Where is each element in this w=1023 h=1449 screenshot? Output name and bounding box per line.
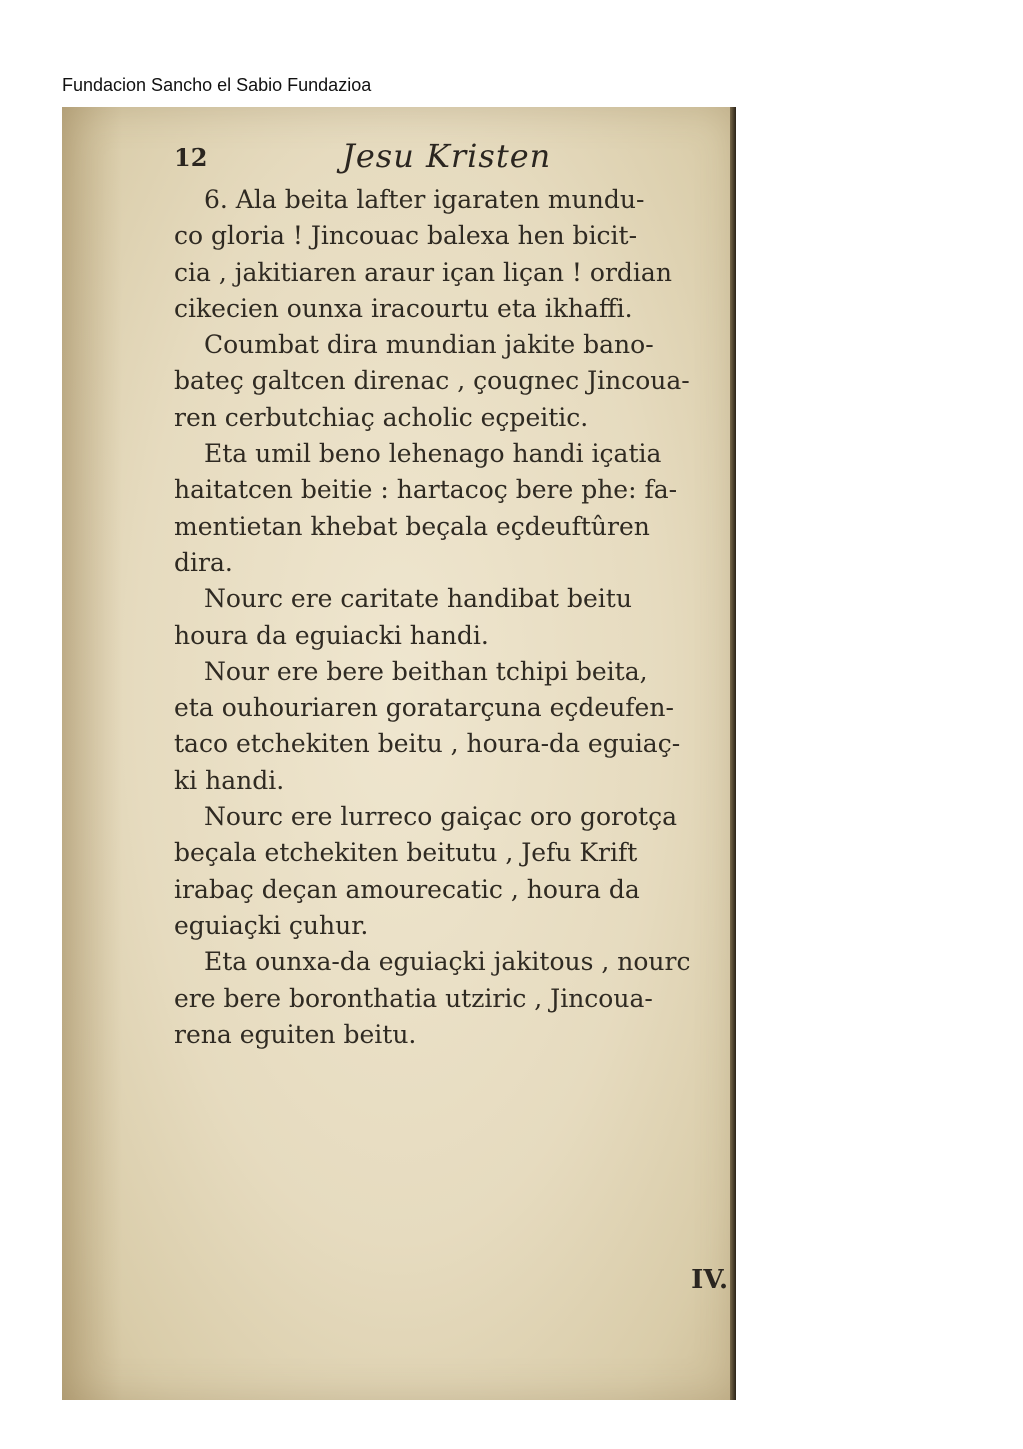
page-number: 12 [174, 143, 208, 172]
text-line: 6. Ala beita lafter igaraten mundu- [204, 185, 645, 214]
text-line: houra da eguiacki handi. [174, 620, 489, 650]
text-line: ki handi. [174, 765, 285, 795]
text-line: cikecien ounxa iracourtu eta ikhaffi. [174, 293, 633, 323]
text-line: co gloria ! Jincouac balexa hen bicit- [174, 221, 638, 251]
text-line: beçala etchekiten beitutu , Jefu Krift [174, 838, 638, 868]
text-line: Nourc ere caritate handibat beitu [204, 584, 632, 614]
scanned-page [62, 107, 736, 1400]
text-line: cia , jakitiaren araur içan liçan ! ordian [174, 257, 672, 287]
text-line: rena eguiten beitu. [174, 1019, 417, 1049]
text-line: Nour ere bere beithan tchipi beita, [204, 656, 648, 686]
text-line: Eta ounxa-da eguiaçki jakitous , nourc [204, 947, 691, 977]
text-line: taco etchekiten beitu , houra-da eguiaç- [174, 729, 681, 759]
text-line: mentietan khebat beçala eçdeuftûren [174, 511, 650, 541]
text-line: ere bere boronthatia utziric , Jincoua- [174, 983, 653, 1013]
running-head [62, 137, 736, 177]
catchword: IV. [691, 1265, 728, 1295]
text-line: Nourc ere lurreco gaiçac oro gorotça [204, 802, 677, 832]
text-line: bateç galtcen direnac , çougnec Jincoua- [174, 366, 690, 396]
text-line: eta ouhouriaren goratarçuna eçdeufen- [174, 693, 674, 723]
body-text [174, 182, 732, 1053]
page-edge [730, 107, 736, 1400]
text-line: Coumbat dira mundian jakite bano- [204, 330, 654, 360]
text-line: irabaç deçan amourecatic , houra da [174, 874, 640, 904]
text-line: dira. [174, 547, 233, 577]
text-line: eguiaçki çuhur. [174, 910, 369, 940]
running-title: Jesu Kristen [342, 137, 552, 175]
text-line: Eta umil beno lehenago handi içatia [204, 439, 662, 469]
source-header: Fundacion Sancho el Sabio Fundazioa [62, 75, 372, 95]
text-line: haitatcen beitie : hartacoç bere phe: fa- [174, 475, 678, 505]
text-line: ren cerbutchiaç acholic eçpeitic. [174, 402, 589, 432]
